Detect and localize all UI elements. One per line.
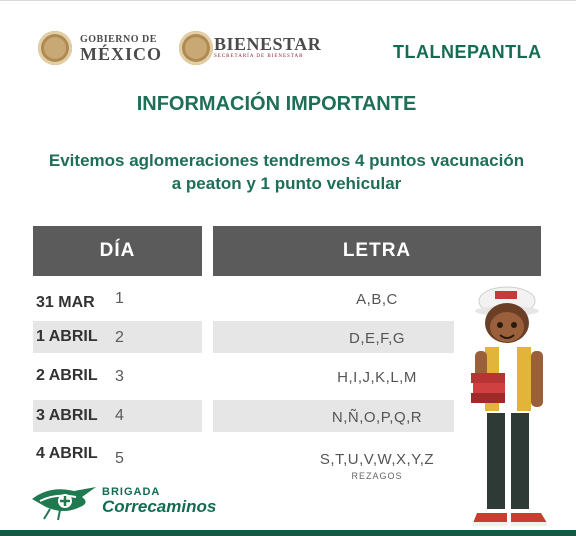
- table-row-number: 2: [115, 329, 124, 346]
- table-row-letters: N,Ñ,O,P,Q,R: [331, 409, 423, 426]
- rezagos-note: REZAGOS: [351, 471, 403, 481]
- bienestar-main-text: BIENESTAR: [214, 34, 322, 54]
- table-row-number: 1: [115, 290, 124, 307]
- subtitle-line-2: a peaton y 1 punto vehicular: [171, 174, 402, 193]
- bienestar-seal-icon: [179, 31, 213, 65]
- bienestar-logo: [214, 34, 321, 59]
- brigada-correcaminos-logo: [30, 479, 217, 526]
- city-name: TLALNEPANTLA: [393, 42, 542, 62]
- table-row-number: 5: [115, 450, 124, 467]
- table-row-number: 3: [115, 368, 124, 385]
- page-title: INFORMACIÓN IMPORTANTE: [136, 93, 417, 115]
- brigadista-child-illustration: [455, 281, 565, 531]
- table-row-letters: H,I,J,K,L,M: [337, 369, 417, 386]
- bottom-border: [0, 530, 576, 536]
- gobierno-mexico-logo: [80, 34, 162, 65]
- table-row-day: 3 ABRIL: [36, 407, 98, 424]
- table-row-number: 4: [115, 407, 124, 424]
- table-row-day: 31 MAR: [36, 294, 95, 311]
- brigada-big-text: Correcaminos: [102, 497, 217, 516]
- bienestar-sub-text: SECRETARÍA DE BIENESTAR: [214, 54, 304, 59]
- gobierno-main-text: MÉXICO: [80, 44, 162, 64]
- table-row-letters: S,T,U,V,W,X,Y,Z: [319, 451, 435, 468]
- table-row-letters: D,E,F,G: [348, 330, 405, 347]
- table-row-letters: A,B,C: [356, 291, 398, 308]
- gobierno-top-text: GOBIERNO DE: [80, 34, 157, 45]
- gobierno-seal-icon: [38, 31, 72, 65]
- correcaminos-bird-icon: [30, 479, 100, 521]
- table-row-day: 4 ABRIL: [36, 445, 98, 462]
- subtitle-line-1: Evitemos aglomeraciones tendremos 4 puntos vacunación: [48, 151, 525, 170]
- brigada-small-text: BRIGADA: [102, 486, 161, 498]
- subtitle: [20, 149, 553, 195]
- table-row-day: 1 ABRIL: [36, 328, 98, 345]
- column-header-letra: LETRA: [213, 226, 541, 276]
- table-row-day: 2 ABRIL: [36, 367, 98, 384]
- column-header-dia: DÍA: [33, 226, 202, 276]
